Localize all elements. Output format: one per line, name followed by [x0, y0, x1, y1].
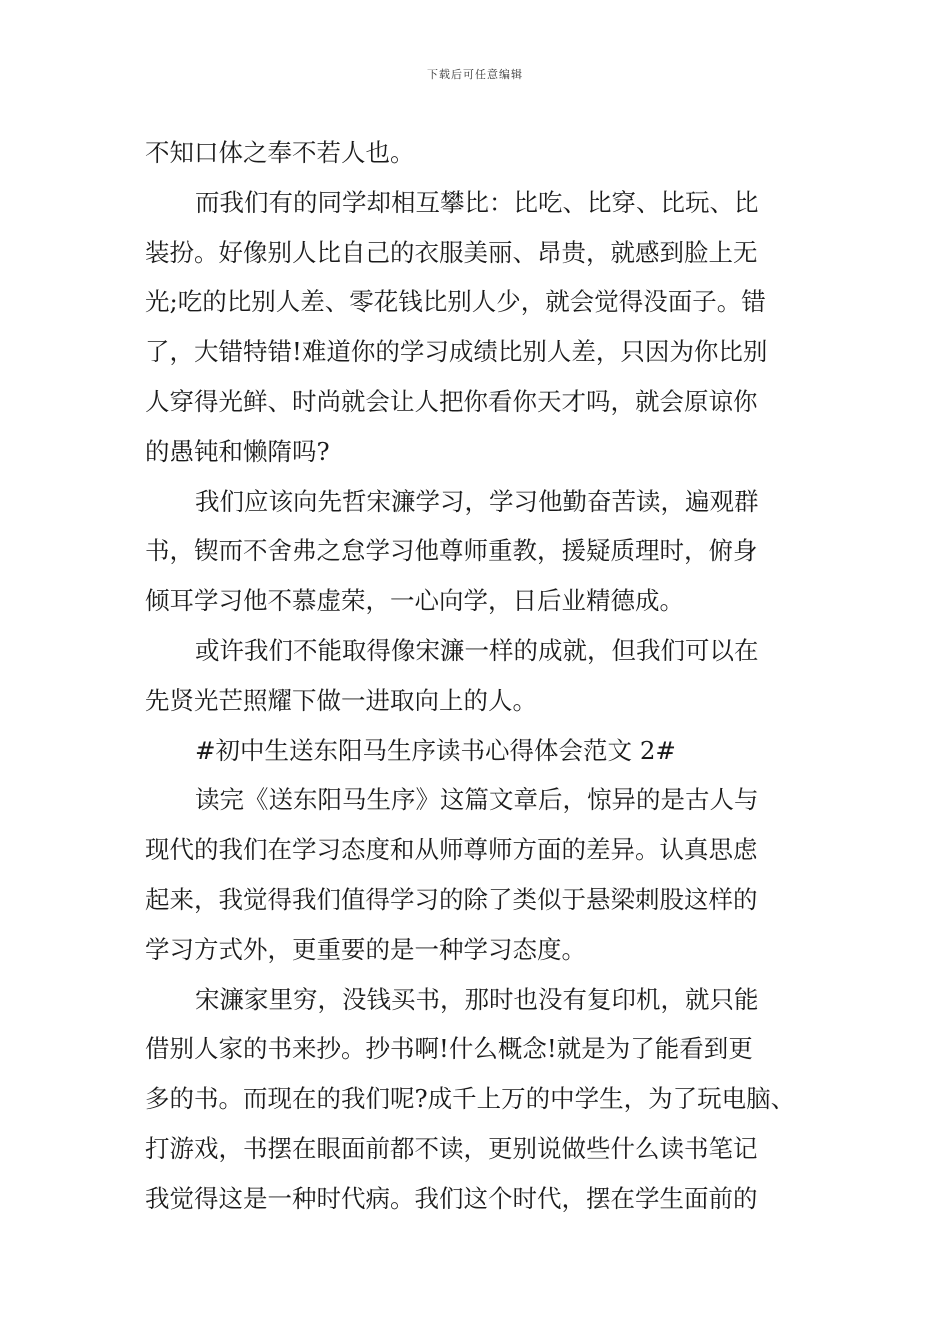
text-line: 起来，我觉得我们值得学习的除了类似于悬梁刺股这样的	[145, 884, 758, 914]
text-line: 而我们有的同学却相互攀比：比吃、比穿、比玩、比	[195, 187, 759, 217]
section-heading: #初中生送东阳马生序读书心得体会范文 2#	[195, 735, 676, 765]
text-line: 多的书。而现在的我们呢?成千上万的中学生，为了玩电脑、	[145, 1084, 796, 1114]
text-line: 先贤光芒照耀下做一进取向上的人。	[145, 685, 537, 715]
text-line: 书，锲而不舍弗之怠学习他尊师重教，援疑质理时，俯身	[145, 536, 758, 566]
text-line: 或许我们不能取得像宋濂一样的成就，但我们可以在	[195, 635, 759, 665]
text-line: 现代的我们在学习态度和从师尊师方面的差异。认真思虑	[145, 835, 758, 865]
text-line: 我们应该向先哲宋濂学习，学习他勤奋苦读，遍观群	[195, 486, 759, 516]
text-line: 人穿得光鲜、时尚就会让人把你看你天才吗，就会原谅你	[145, 386, 758, 416]
text-line: 我觉得这是一种时代病。我们这个时代，摆在学生面前的	[145, 1183, 758, 1213]
text-line: 装扮。好像别人比自己的衣服美丽、昂贵，就感到脸上无	[145, 237, 758, 267]
text-line: 学习方式外，更重要的是一种学习态度。	[145, 934, 586, 964]
text-line: 不知口体之奉不若人也。	[145, 138, 415, 167]
text-line: 倾耳学习他不慕虚荣，一心向学，日后业精德成。	[145, 586, 684, 616]
text-line: 宋濂家里穷，没钱买书，那时也没有复印机，就只能	[195, 984, 759, 1014]
document-body	[145, 128, 807, 1224]
text-line: 读完《送东阳马生序》这篇文章后，惊异的是古人与	[195, 785, 759, 815]
page-header: 下载后可任意编辑	[427, 68, 523, 81]
text-line: 了，大错特错!难道你的学习成绩比别人差，只因为你比别	[145, 337, 768, 367]
text-line: 的愚钝和懒隋吗?	[145, 436, 330, 466]
text-line: 光;吃的比别人差、零花钱比别人少，就会觉得没面子。错	[145, 287, 766, 317]
text-line: 打游戏，书摆在眼面前都不读，更别说做些什么读书笔记	[145, 1133, 758, 1163]
text-line: 借别人家的书来抄。抄书啊!什么概念!就是为了能看到更	[145, 1034, 753, 1064]
